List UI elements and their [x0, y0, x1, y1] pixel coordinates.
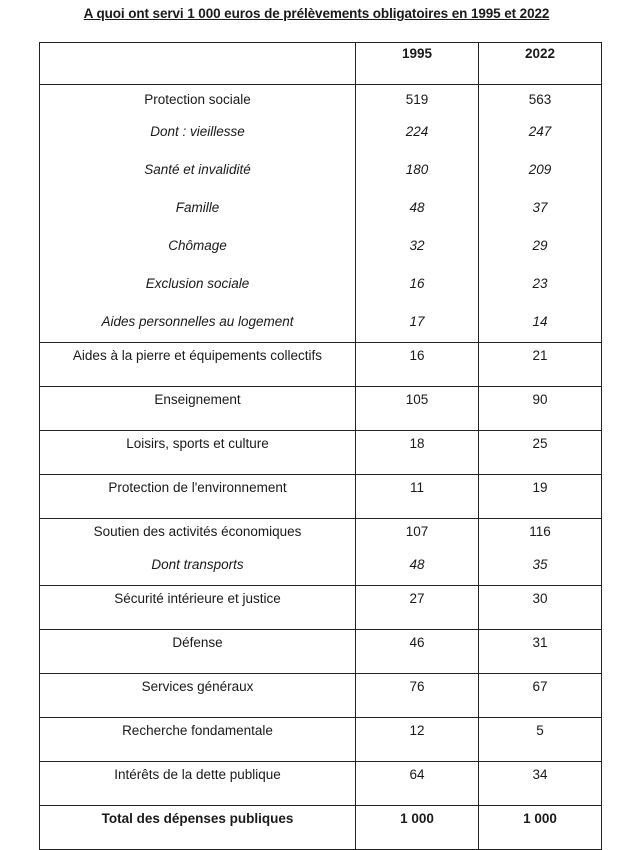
value-2022: 25	[479, 431, 602, 475]
value-2022: 5	[479, 718, 602, 762]
value-2022: 67	[479, 674, 602, 718]
table-row	[40, 236, 602, 274]
value-1995: 519	[356, 85, 479, 123]
value-2022: 29	[479, 236, 602, 274]
table-row	[40, 274, 602, 312]
row-label: Soutien des activités économiques	[40, 519, 356, 556]
row-label: Intérêts de la dette publique	[40, 762, 356, 806]
table-row	[40, 519, 602, 556]
value-1995: 16	[356, 343, 479, 387]
table-row	[40, 160, 602, 198]
total-1995: 1 000	[356, 806, 479, 850]
row-label: Aides à la pierre et équipements collectifs	[40, 343, 356, 387]
value-1995: 224	[356, 122, 479, 160]
expenditure-table	[39, 42, 602, 850]
value-1995: 18	[356, 431, 479, 475]
value-2022: 209	[479, 160, 602, 198]
table-row	[40, 674, 602, 718]
table-row	[40, 586, 602, 630]
value-1995: 17	[356, 312, 479, 343]
value-1995: 48	[356, 555, 479, 586]
row-label: Dont transports	[40, 555, 356, 586]
table-row	[40, 343, 602, 387]
value-1995: 12	[356, 718, 479, 762]
value-2022: 14	[479, 312, 602, 343]
value-1995: 32	[356, 236, 479, 274]
value-1995: 64	[356, 762, 479, 806]
row-label: Exclusion sociale	[40, 274, 356, 312]
value-1995: 76	[356, 674, 479, 718]
table-row	[40, 762, 602, 806]
table-row	[40, 198, 602, 236]
row-label: Défense	[40, 630, 356, 674]
value-2022: 116	[479, 519, 602, 556]
table-header-row	[40, 43, 602, 85]
table-row	[40, 85, 602, 123]
total-row	[40, 806, 602, 850]
header-1995: 1995	[356, 43, 479, 85]
value-2022: 23	[479, 274, 602, 312]
page-title: A quoi ont servi 1 000 euros de prélèvements obligatoires en 1995 et 2022	[83, 6, 550, 21]
total-2022: 1 000	[479, 806, 602, 850]
row-label: Protection sociale	[40, 85, 356, 123]
value-2022: 21	[479, 343, 602, 387]
table-row	[40, 555, 602, 586]
table-row	[40, 431, 602, 475]
value-2022: 31	[479, 630, 602, 674]
total-label: Total des dépenses publiques	[40, 806, 356, 850]
header-2022: 2022	[479, 43, 602, 85]
value-2022: 35	[479, 555, 602, 586]
value-1995: 107	[356, 519, 479, 556]
value-1995: 16	[356, 274, 479, 312]
row-label: Dont : vieillesse	[40, 122, 356, 160]
value-1995: 27	[356, 586, 479, 630]
value-1995: 46	[356, 630, 479, 674]
value-2022: 90	[479, 387, 602, 431]
table-row	[40, 312, 602, 343]
row-label: Enseignement	[40, 387, 356, 431]
header-label-cell	[40, 43, 356, 85]
value-2022: 563	[479, 85, 602, 123]
value-1995: 180	[356, 160, 479, 198]
value-2022: 19	[479, 475, 602, 519]
value-2022: 30	[479, 586, 602, 630]
row-label: Famille	[40, 198, 356, 236]
value-1995: 105	[356, 387, 479, 431]
table-row	[40, 475, 602, 519]
table-row	[40, 122, 602, 160]
row-label: Protection de l'environnement	[40, 475, 356, 519]
table-row	[40, 387, 602, 431]
value-2022: 247	[479, 122, 602, 160]
value-2022: 34	[479, 762, 602, 806]
table-row	[40, 630, 602, 674]
table-row	[40, 718, 602, 762]
row-label: Services généraux	[40, 674, 356, 718]
row-label: Loisirs, sports et culture	[40, 431, 356, 475]
value-1995: 11	[356, 475, 479, 519]
row-label: Chômage	[40, 236, 356, 274]
row-label: Santé et invalidité	[40, 160, 356, 198]
row-label: Aides personnelles au logement	[40, 312, 356, 343]
value-1995: 48	[356, 198, 479, 236]
row-label: Recherche fondamentale	[40, 718, 356, 762]
value-2022: 37	[479, 198, 602, 236]
row-label: Sécurité intérieure et justice	[40, 586, 356, 630]
